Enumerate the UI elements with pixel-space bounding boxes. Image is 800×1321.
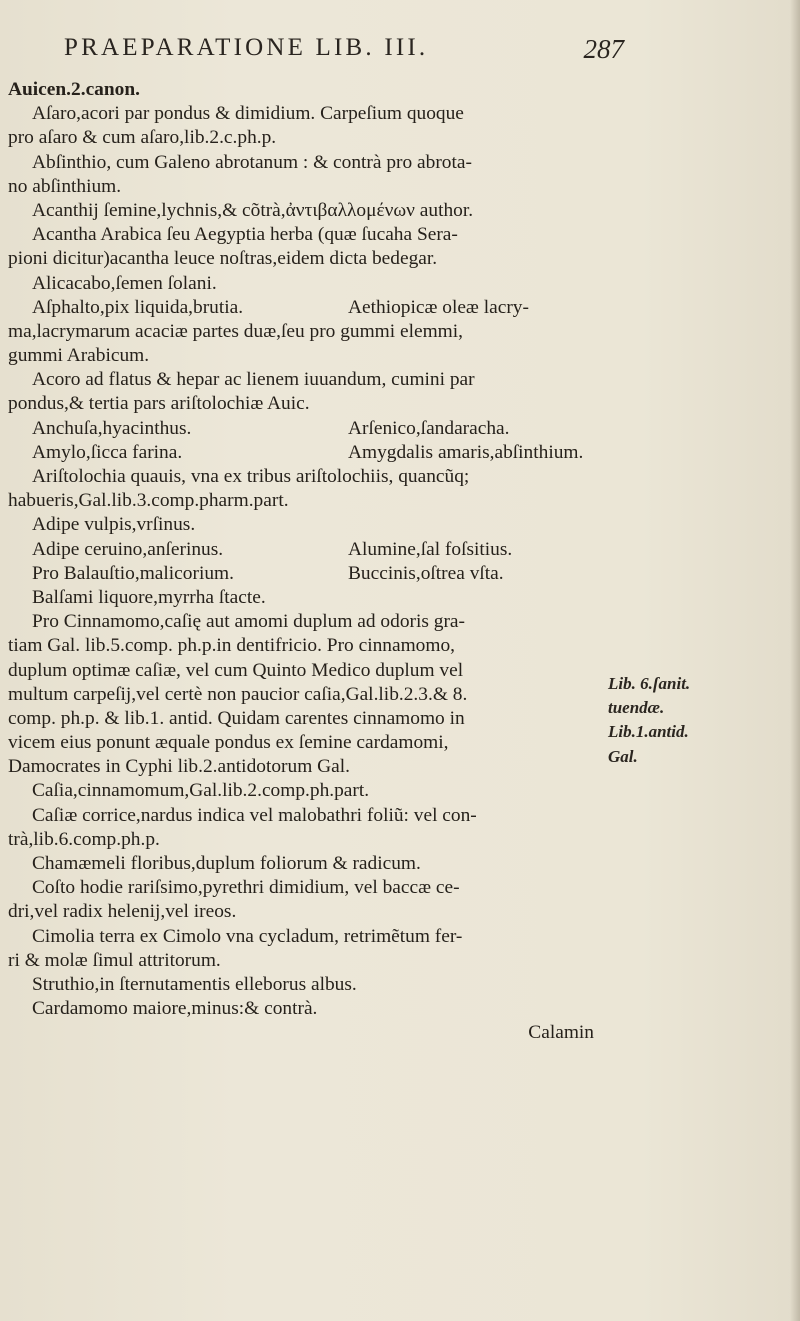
text-line: [8, 876, 608, 900]
text-line: [8, 513, 608, 537]
text-line-main: Caſiæ corrice,nardus indica vel malobathri foliũ: vel con-: [32, 804, 477, 826]
text-line-main: pioni dicitur)acantha leuce noſtras,eidem dicta bedegar.: [8, 248, 438, 270]
text-line: [8, 562, 608, 586]
text-line: [8, 538, 608, 562]
text-line-main: Auicen.2.canon.: [8, 79, 140, 100]
text-line-main: Adipe ceruino,anſerinus.: [32, 538, 224, 560]
text-line: [8, 997, 608, 1021]
text-line: [8, 852, 608, 876]
text-line-second-column: Aethiopicæ oleæ lacry-: [348, 296, 529, 318]
text-line-main: duplum optimæ caſiæ, vel cum Quinto Medico duplum vel: [8, 659, 464, 681]
text-line-main: Coſto hodie rariſsimo,pyrethri dimidium, vel baccæ ce-: [32, 877, 460, 899]
text-line: [8, 441, 608, 465]
text-line: [8, 296, 608, 320]
text-line-main: pondus,& tertia pars ariſtolochiæ Auic.: [8, 393, 310, 415]
text-line-main: Caſia,cinnamomum,Gal.lib.2.comp.ph.part.: [32, 780, 370, 802]
text-line: [8, 610, 608, 634]
text-line-main: Damocrates in Cyphi lib.2.antidotorum Gal.: [8, 756, 350, 778]
text-line-main: tiam Gal. lib.5.comp. ph.p.in dentifricio. Pro cinnamomo,: [8, 635, 455, 657]
text-line-second-column: Amygdalis amaris,abſinthium.: [348, 441, 584, 463]
text-line: [8, 78, 608, 102]
text-line-main: Acoro ad flatus & hepar ac lienem iuuandum, cumini par: [32, 369, 475, 391]
page-edge-shadow: [790, 0, 800, 1321]
text-line-main: Pro Cinnamomo,caſię aut amomi duplum ad odoris gra-: [32, 611, 465, 633]
text-line: [8, 272, 608, 296]
text-line-main: Pro Balauſtio,malicorium.: [32, 562, 234, 584]
text-line-main: trà,lib.6.comp.ph.p.: [8, 828, 160, 850]
text-line-second-column: Buccinis,oſtrea vſta.: [348, 562, 504, 584]
text-line-main: Chamæmeli floribus,duplum foliorum & radicum.: [32, 853, 421, 874]
text-line-main: Balſami liquore,myrrha ſtacte.: [32, 586, 266, 608]
text-line: [8, 465, 608, 489]
text-line-main: ma,lacrymarum acaciæ partes duæ,ſeu pro gummi elemmi,: [8, 320, 463, 342]
text-line-main: Anchuſa,hyacinthus.: [32, 417, 192, 439]
text-line-main: Cimolia terra ex Cimolo vna cycladum, retrimẽtum fer-: [32, 925, 463, 947]
text-line-main: pro aſaro & cum aſaro,lib.2.c.ph.p.: [8, 127, 277, 149]
text-line: [8, 949, 608, 973]
text-line: [8, 392, 608, 416]
text-line-main: Struthio,in ſternutamentis elleborus albus.: [32, 973, 357, 995]
margin-note: Gal.: [608, 746, 638, 766]
text-line: [8, 634, 608, 658]
catchword: Calamin: [528, 1022, 594, 1044]
text-line-second-column: Arſenico,ſandaracha.: [348, 417, 510, 439]
text-line-main: Adipe vulpis,vrſinus.: [32, 514, 196, 536]
text-line-main: Cardamomo maiore,minus:& contrà.: [32, 998, 318, 1020]
running-title: PRAEPARATIONE LIB. III.: [64, 34, 429, 61]
text-line: [8, 828, 608, 852]
margin-notes: [608, 672, 798, 769]
text-line: [8, 586, 608, 610]
text-line: [8, 683, 608, 707]
text-line-main: Acantha Arabica ſeu Aegyptia herba (quæ ſucaha Sera-: [32, 224, 458, 246]
text-line-main: Ariſtolochia quauis, vna ex tribus ariſtolochiis, quancũq;: [32, 466, 470, 487]
body-text: [8, 78, 608, 1046]
text-line: [8, 659, 608, 683]
text-line: [8, 755, 608, 779]
text-line: [8, 973, 608, 997]
margin-note: tuendæ.: [608, 698, 665, 718]
text-line: [8, 247, 608, 271]
text-line: [8, 368, 608, 392]
text-line-main: Aſaro,acori par pondus & dimidium. Carpeſium quoque: [32, 103, 464, 125]
text-line-main: no abſinthium.: [8, 175, 122, 197]
text-line-main: vicem eius ponunt æquale pondus ex ſemine cardamomi,: [8, 732, 449, 754]
text-line-main: Amylo,ſicca farina.: [32, 441, 183, 463]
text-line: [8, 320, 608, 344]
text-line: [8, 779, 608, 803]
text-line-main: Abſinthio, cum Galeno abrotanum : & contrà pro abrota-: [32, 151, 472, 173]
text-line: [8, 223, 608, 247]
text-line: [8, 126, 608, 150]
text-line: [8, 489, 608, 513]
text-line-main: multum carpeſij,vel certè non paucior caſia,Gal.lib.2.3.& 8.: [8, 683, 468, 705]
margin-note: Lib.1.antid.: [608, 722, 689, 742]
page-number: 287: [583, 34, 624, 64]
text-line: [8, 417, 608, 441]
text-line: [8, 151, 608, 175]
text-line: [8, 731, 608, 755]
text-line: [8, 344, 608, 368]
text-line-main: Aſphalto,pix liquida,brutia.: [32, 296, 244, 318]
text-line-main: comp. ph.p. & lib.1. antid. Quidam carentes cinnamomo in: [8, 707, 465, 729]
margin-note: Lib. 6.ſanit.: [608, 674, 691, 693]
text-line: [8, 707, 608, 731]
text-line-main: Alicacabo,ſemen ſolani.: [32, 272, 217, 294]
text-line-second-column: Alumine,ſal foſsitius.: [348, 538, 513, 560]
text-line-main: dri,vel radix helenij,vel ireos.: [8, 901, 237, 923]
text-line: [8, 804, 608, 828]
text-line-main: habueris,Gal.lib.3.comp.pharm.part.: [8, 490, 289, 512]
text-line: [8, 199, 608, 223]
text-line: [8, 175, 608, 199]
text-line: [8, 900, 608, 924]
text-line-main: Acanthij ſemine,lychnis,& cõtrà,ἀντιβαλλομένων author.: [32, 199, 474, 221]
text-line-main: gummi Arabicum.: [8, 345, 150, 367]
running-head: [64, 30, 624, 70]
text-line: [8, 102, 608, 126]
text-line-main: ri & molæ ſimul attritorum.: [8, 949, 221, 971]
text-line: [8, 925, 608, 949]
